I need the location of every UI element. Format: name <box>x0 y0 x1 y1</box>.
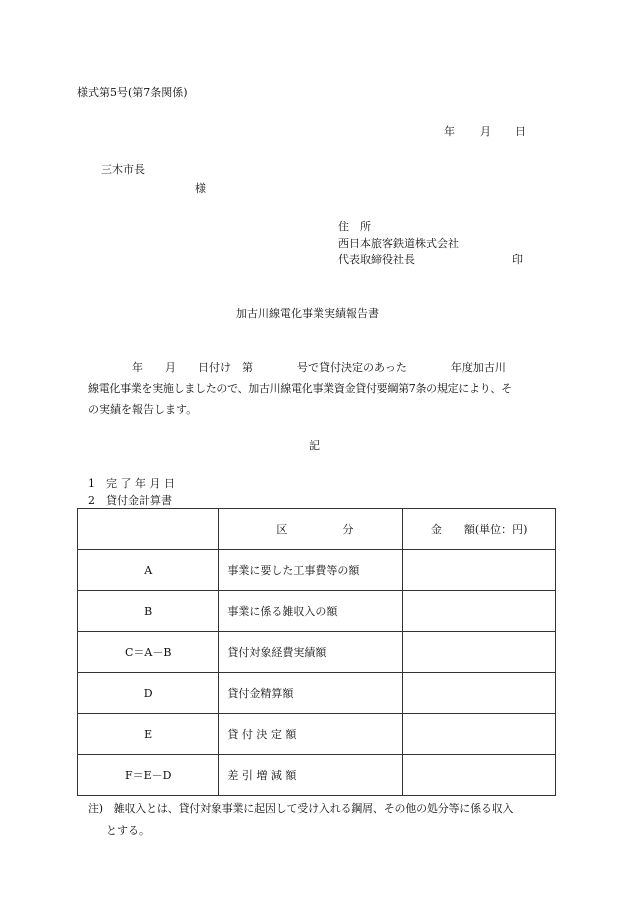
row-amount-cell[interactable] <box>403 632 556 673</box>
seal-mark: 印 <box>512 253 523 266</box>
body-line-3: の実績を報告します。 <box>88 403 198 416</box>
date-year: 年 <box>444 125 455 138</box>
row-code: A <box>78 550 219 591</box>
sender-title: 代表取締役社長 <box>338 253 415 266</box>
form-number: 様式第5号(第7条関係) <box>77 86 188 99</box>
row-code: B <box>78 591 219 632</box>
row-code: F＝E－D <box>78 755 219 796</box>
row-label: 貸 付 決 定 額 <box>219 714 403 755</box>
date-month: 月 <box>480 125 491 138</box>
date-day: 日 <box>515 125 526 138</box>
sender-address-label: 住 所 <box>338 220 371 233</box>
row-code: D <box>78 673 219 714</box>
table-row <box>78 755 556 796</box>
table-row <box>78 673 556 714</box>
body-line-1: 年 月 日付け 第 号で貸付決定のあった 年度加古川 <box>88 361 506 374</box>
body-line-2: 線電化事業を実施しましたので、加古川線電化事業資金貸付要綱第7条の規定により、そ <box>88 382 512 395</box>
header-empty-cell <box>78 509 219 550</box>
ki-mark: 記 <box>309 439 320 452</box>
table-row <box>78 714 556 755</box>
addressee-name: 三木市長 <box>101 163 145 176</box>
table-header-row <box>78 509 556 550</box>
row-label: 貸付対象経費実績額 <box>219 632 403 673</box>
addressee-honorific: 様 <box>195 182 206 195</box>
row-label: 貸付金精算額 <box>219 673 403 714</box>
row-label: 差 引 増 減 額 <box>219 755 403 796</box>
note-line-1: 注) 雑収入とは、貸付対象事業に起因して受け入れる鋼屑、その他の処分等に係る収入 <box>88 802 514 815</box>
row-amount-cell[interactable] <box>403 550 556 591</box>
row-amount-cell[interactable] <box>403 591 556 632</box>
header-category: 区 分 <box>219 509 403 550</box>
row-label: 事業に係る雑収入の額 <box>219 591 403 632</box>
header-amount: 金 額(単位：円) <box>403 509 556 550</box>
row-code: C＝A－B <box>78 632 219 673</box>
row-code: E <box>78 714 219 755</box>
table-row <box>78 550 556 591</box>
body-text <box>88 357 564 420</box>
row-amount-cell[interactable] <box>403 755 556 796</box>
loan-calculation-table <box>77 508 556 796</box>
sender-company: 西日本旅客鉄道株式会社 <box>338 237 459 250</box>
table-row <box>78 632 556 673</box>
report-title: 加古川線電化事業実績報告書 <box>236 307 379 320</box>
row-label: 事業に要した工事費等の額 <box>219 550 403 591</box>
note-line-2: とする。 <box>106 824 150 837</box>
row-amount-cell[interactable] <box>403 714 556 755</box>
item-completion-date: 1 完 了 年 月 日 <box>88 477 175 490</box>
table-row <box>78 591 556 632</box>
row-amount-cell[interactable] <box>403 673 556 714</box>
item-loan-calculation: 2 貸付金計算書 <box>88 494 172 507</box>
